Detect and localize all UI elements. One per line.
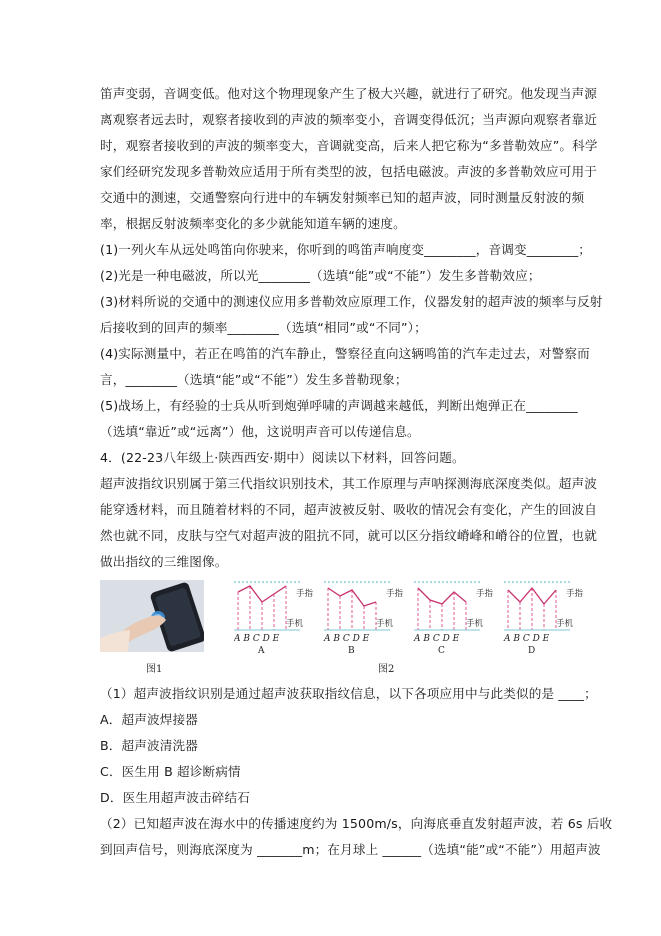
question-line: (5)战场上，有经验的士兵从听到炮弹呼啸的声调越来越低，判断出炮弹正在________ [100, 398, 578, 413]
finger-label: 手指 [566, 589, 584, 599]
question-line: (2)光是一种电磁波，所以光________（选填“能”或“不能”）发生多普勒效应； [100, 268, 541, 283]
sub-question-2: （2）已知超声波在海水中的传播速度约为 1500m/s，向海底垂直发射超声波，若 6s 后收 [100, 816, 613, 831]
fingerprint-photo [100, 580, 204, 652]
axis-letters: A B C D E [324, 634, 370, 644]
finger-label: 手指 [386, 589, 404, 599]
paragraph-line: 离观察者远去时，观察者接收到的声波的频率变小，音调变得低沉；当声源向观察者靠近 [100, 112, 598, 127]
sub-question-2: 到回声信号，则海底深度为 _______m；在月球上 ______（选填“能”或“不能”）用超声波 [100, 842, 601, 857]
axis-letters: A B C D E [414, 634, 460, 644]
paragraph-line: 时，观察者接收到的声波的频率变大，音调就变高，后来人把它称为“多普勒效应”。科学 [100, 138, 598, 153]
paragraph-line: 能穿透材料，而且随着材料的不同，超声波被反射、吸收的情况会有变化，产生的回波自 [100, 502, 598, 517]
panel-letter: C [438, 646, 445, 656]
question-line: 后接收到的回声的频率________（选填“相同”或“不同”）； [100, 320, 427, 335]
paragraph-line: 率，根据反射波频率变化的多少就能知道车辆的速度。 [100, 216, 406, 231]
sub-question-1: （1）超声波指纹识别是通过超声波获取指纹信息，以下各项应用中与此类似的是 ____； [100, 686, 597, 701]
paragraph-line: 然也就不同，皮肤与空气对超声波的阻抗不同，就可以区分指纹嵴峰和嵴谷的位置，也就 [100, 528, 598, 543]
paragraph-line: 家们经研究发现多普勒效应适用于所有类型的波，包括电磁波。声波的多普勒效应可用于 [100, 164, 598, 179]
phone-label: 手机 [556, 619, 574, 629]
paragraph-line: 做出指纹的三维图像。 [100, 554, 228, 569]
question-4-header: 4．(22-23八年级上·陕西西安·期中）阅读以下材料，回答问题。 [100, 450, 465, 465]
waveform-panel-b [323, 582, 404, 656]
question-line: （选填“靠近”或“远离”）他，这说明声音可以传递信息。 [100, 424, 420, 439]
waveform-panel-c [413, 582, 494, 656]
option-a: A．超声波焊接器 [100, 712, 198, 727]
phone-label: 手机 [376, 619, 394, 629]
option-c: C．医生用 B 超诊断病情 [100, 764, 241, 779]
panel-letter: D [528, 646, 536, 656]
waveform-panel-a [234, 582, 314, 656]
waveform-panel-d [503, 582, 584, 656]
panel-letter: A [258, 646, 265, 656]
option-b: B．超声波清洗器 [100, 738, 198, 753]
option-d: D．医生用超声波击碎结石 [100, 790, 251, 805]
question-line: 言，________（选填“能”或“不能”）发生多普勒现象； [100, 372, 408, 387]
paragraph-line: 超声波指纹识别属于第三代指纹识别技术，其工作原理与声呐探测海底深度类似。超声波 [100, 476, 598, 491]
axis-letters: A B C D E [234, 634, 280, 644]
question-line: (1)一列火车从远处鸣笛向你驶来，你听到的鸣笛声响度变________，音调变________； [100, 242, 592, 257]
finger-label: 手指 [476, 589, 494, 599]
paragraph-line: 交通中的测速，交通警察向行进中的车辆发射频率已知的超声波，同时测量反射波的频 [100, 190, 585, 205]
figure-1-caption: 图1 [146, 664, 163, 675]
fingerprint-waveform-diagram [234, 578, 604, 658]
phone-label: 手机 [286, 619, 304, 629]
question-line: (4)实际测量中，若正在鸣笛的汽车静止，警察径直向这辆鸣笛的汽车走过去，对警察而 [100, 346, 590, 361]
phone-label: 手机 [466, 619, 484, 629]
axis-letters: A B C D E [504, 634, 550, 644]
figure-2-caption: 图2 [378, 664, 395, 675]
panel-letter: B [348, 646, 355, 656]
paragraph-line: 笛声变弱，音调变低。他对这个物理现象产生了极大兴趣，就进行了研究。他发现当声源 [100, 86, 598, 101]
finger-label: 手指 [296, 589, 314, 599]
question-line: (3)材料所说的交通中的测速仪应用多普勒效应原理工作，仪器发射的超声波的频率与反射 [100, 294, 603, 309]
fingerprint-figure [100, 578, 584, 678]
